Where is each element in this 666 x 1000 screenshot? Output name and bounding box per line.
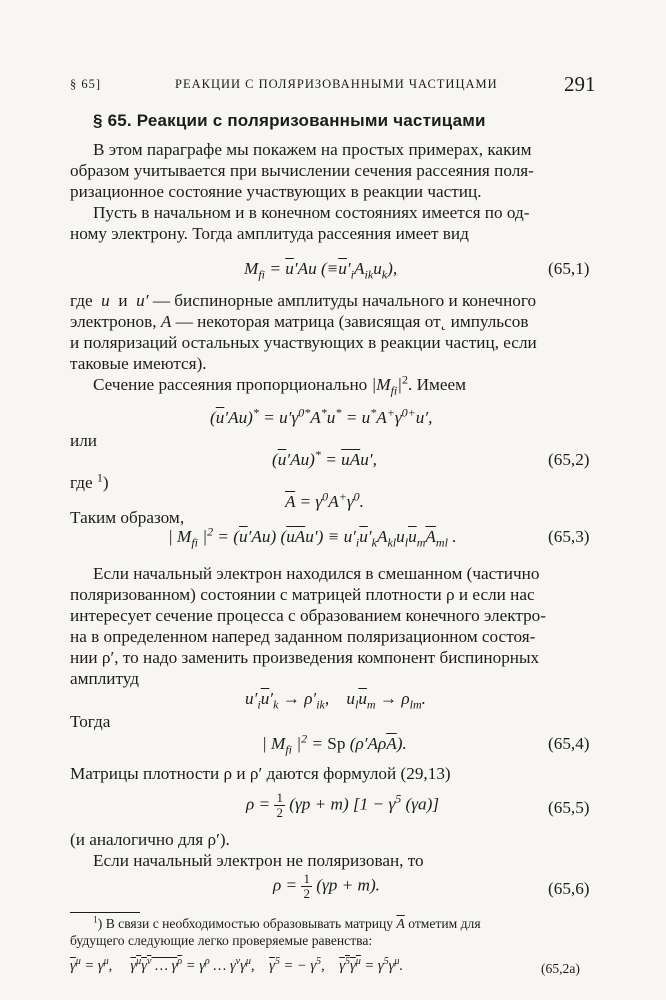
text-line: Сечение рассеяния пропорционально $|M_{fi}|^2$. Имеем [93,372,467,398]
text-line: и поляризаций остальных участвующих в реакции частиц, если [70,333,537,352]
equation-65-2: $(\overline{u}'Au)^* = \overline{u}\overline{A}u'$, [272,447,377,469]
text-line: амплитуд [70,669,140,688]
footnote-line: $^1$) В связи с необходимостью образовывать матрицу $\overline{A}$ отметим для [93,915,481,931]
equation-number: (65,4) [548,734,590,753]
text-line: где $^1$) [70,470,109,492]
text-line: электронов, A — некоторая матрица (зависящая от˛ импульсов [70,312,529,331]
equation-number: (65,2а) [541,961,580,976]
text-line: Матрицы плотности ρ и ρ′ даются формулой (29,13) [70,764,451,783]
text-line: Таким образом, [70,508,185,527]
equation-conjugate: $(\overline{u}'Au)^* = u'\gamma^{0*}A^*u^* = u^*A^+\gamma^{0+}u'$, [210,405,433,427]
section-ref: § 65] [70,77,102,91]
text-line: образом учитывается при вычислении сечения рассеяния поля- [70,161,534,180]
text-line: Пусть в начальном и в конечном состояниях имеется по од- [93,203,530,222]
text-line: поляризованном) состоянии с матрицей плотности ρ и если нас [70,585,535,604]
equation-number: (65,6) [548,879,590,898]
text-line: интересует сечение процесса с образованием конечного электро- [70,606,546,625]
footnote-line: будущего следующие легко проверяемые равенства: [70,933,373,948]
equation-replacement: $u'_i\overline{u}'_k \to \rho'_{ik}$, $u_l\overline{u}_m \to \rho_{lm}$. [245,689,426,712]
text-line: ному электрону. Тогда амплитуда рассеяния имеет вид [70,224,469,243]
text-line: на в определенном наперед заданном поляризационном состоя- [70,627,536,646]
text-line: ризационное состояние участвующих в реакции частиц. [70,182,482,201]
equation-number: (65,5) [548,798,590,817]
running-title: РЕАКЦИИ С ПОЛЯРИЗОВАННЫМИ ЧАСТИЦАМИ [175,77,498,91]
text-line: Тогда [70,712,111,731]
equation-65-6: ρ = $\frac{1}{2}$ (γp + m). [273,871,380,901]
text-line: где u и u′ — биспинорные амплитуды начального и конечного [70,291,537,310]
equation-65-1: $M_{fi} = \overline{u}'Au$ $(\equiv\overline{u}'_iA_{ik}u_k)$, [244,259,398,282]
text-line: Если начальный электрон находился в смешанном (частично [93,564,540,583]
footnote-rule [70,912,140,913]
equation-number: (65,3) [548,527,590,546]
text-line: Если начальный электрон не поляризован, то [93,851,424,870]
equation-65-3: | $M_{fi}$ $|^2 = (\overline{u}'Au) (\overline{u}\overline{A}u') \equiv u'_i\overline{u}'_kA_{kl}u_l\overline{u}_m\overline{A}_{ml}$ . [168,524,457,550]
section-heading: § 65. Реакции с поляризованными частицами [93,111,486,130]
equation-abar: $\overline{A} = \gamma^0A^+\gamma^0$. [285,489,364,511]
text-line: нии ρ′, то надо заменить произведения компонент биспинорных [70,648,540,667]
text-line: или [70,431,97,450]
text-line: В этом параграфе мы покажем на простых примерах, каким [93,140,532,159]
equation-65-5: ρ = $\frac{1}{2}$ (γp + m) [$1 - \gamma^5$ (γa)] [246,790,440,820]
text-line: таковые имеются). [70,354,207,373]
page-number: 291 [564,72,596,96]
footnote-equation: $\overline{\gamma}^\mu = \gamma^\mu$, $\gamma^\mu\gamma^\nu$ … $\gamma^\rho = \gamma^\rho$ … $\gamma^\nu\gamma^\mu$, $\overline{\gamma}^5$ = − $\gamma^5$, $\gamma^5\gamma^\mu = \gamma^5\gamma^\mu$. [70,956,404,974]
text-line: (и аналогично для ρ′). [70,830,230,849]
equation-number: (65,2) [548,450,590,469]
equation-number: (65,1) [548,259,590,278]
equation-65-4: | $M_{fi}$ $|^2 = Sp$ $(\rho'A\rho\overline{A})$. [262,731,407,757]
